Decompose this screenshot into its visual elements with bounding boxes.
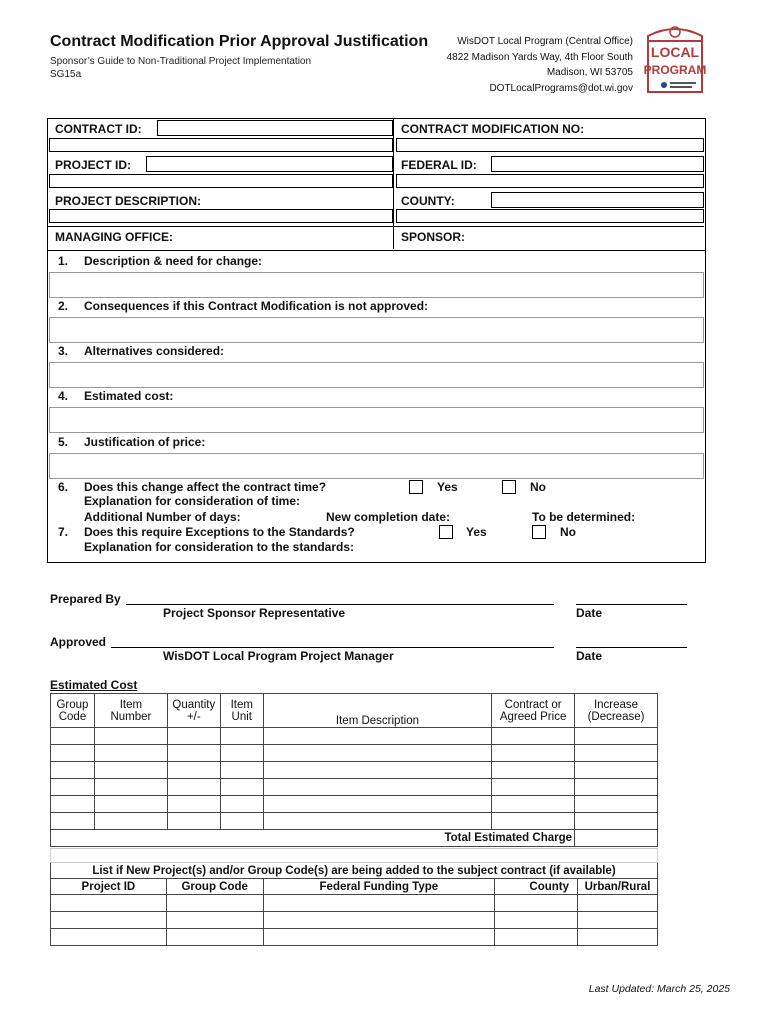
header-increase-decrease: Increase (Decrease) [575, 694, 658, 728]
table-row[interactable] [51, 813, 658, 830]
form-subtitle: Sponsor’s Guide to Non-Traditional Project Implementation [50, 56, 312, 67]
contract-mod-no-input[interactable] [396, 138, 704, 152]
address-line: Madison, WI 53705 [546, 67, 633, 78]
q6-yes-checkbox[interactable] [409, 480, 423, 494]
q2-answer[interactable] [49, 317, 704, 343]
cost-table-header [51, 694, 658, 728]
q7-number: 7. [58, 525, 69, 539]
header-county: County [495, 879, 578, 895]
q7-yes-checkbox[interactable] [439, 525, 453, 539]
header-item-description: Item Description [263, 694, 491, 728]
contract-mod-no-label: CONTRACT MODIFICATION NO: [401, 122, 585, 136]
q3-answer[interactable] [49, 362, 704, 388]
county-input-continued[interactable] [396, 209, 704, 223]
new-projects-table [50, 848, 658, 946]
address-line: WisDOT Local Program (Central Office) [457, 36, 633, 47]
logo-local-text: LOCAL [650, 44, 700, 60]
form-code: SG15a [50, 69, 82, 80]
table-row[interactable] [51, 796, 658, 813]
q6-explanation-label: Explanation for consideration of time: [84, 494, 301, 508]
q3-number: 3. [58, 344, 69, 358]
address-line: 4822 Madison Yards Way, 4th Floor South [446, 51, 633, 63]
total-estimated-charge-value[interactable] [575, 830, 658, 847]
sponsor-label: SPONSOR: [401, 230, 466, 244]
form-title: Contract Modification Prior Approval Justification [50, 33, 429, 50]
header-contract-price: Contract or Agreed Price [492, 694, 575, 728]
q6-no-checkbox[interactable] [502, 480, 516, 494]
q4-answer[interactable] [49, 407, 704, 433]
q2-number: 2. [58, 299, 69, 313]
q1-number: 1. [58, 254, 69, 268]
prepared-role-label: Project Sponsor Representative [163, 606, 346, 620]
q5-number: 5. [58, 435, 69, 449]
q3-label: Alternatives considered: [84, 344, 225, 358]
project-description-input[interactable] [49, 209, 393, 223]
new-projects-title: List if New Project(s) and/or Group Code(s) are being added to the subject contract (if available) [51, 863, 658, 879]
project-id-input[interactable] [146, 156, 393, 172]
approved-label: Approved [50, 635, 107, 649]
approved-signature-line[interactable] [111, 647, 554, 648]
table-row[interactable] [51, 728, 658, 745]
divider [393, 118, 394, 249]
table-row[interactable] [51, 779, 658, 796]
q4-number: 4. [58, 389, 69, 403]
contract-id-label: CONTRACT ID: [55, 122, 142, 136]
q6-number: 6. [58, 480, 69, 494]
divider [47, 226, 704, 227]
logo-program-text: PROGRAM [643, 63, 707, 77]
project-description-label: PROJECT DESCRIPTION: [55, 194, 202, 208]
total-estimated-charge-label: Total Estimated Charge [51, 830, 575, 847]
table-row[interactable] [51, 745, 658, 762]
q1-answer[interactable] [49, 272, 704, 298]
q7-label: Does this require Exceptions to the Standards? [84, 525, 355, 539]
q6-days-label: Additional Number of days: [84, 510, 241, 524]
county-label: COUNTY: [401, 194, 455, 208]
header-item-number: Item Number [94, 694, 167, 728]
prepared-by-signature-line[interactable] [126, 604, 554, 605]
table-row[interactable] [51, 895, 658, 912]
new-projects-header [51, 879, 658, 895]
q6-tbd-label: To be determined: [532, 510, 636, 524]
q5-answer[interactable] [49, 453, 704, 479]
prepared-date-line[interactable] [576, 604, 687, 605]
project-id-label: PROJECT ID: [55, 158, 132, 172]
q6-no-label: No [530, 480, 546, 494]
managing-office-label: MANAGING OFFICE: [55, 230, 173, 244]
approved-role-label: WisDOT Local Program Project Manager [163, 649, 394, 663]
q6-yes-label: Yes [437, 480, 458, 494]
q7-explanation-label: Explanation for consideration to the standards: [84, 540, 355, 554]
county-input[interactable] [491, 192, 704, 208]
q7-no-checkbox[interactable] [532, 525, 546, 539]
q1-label: Description & need for change: [84, 254, 263, 268]
q7-no-label: No [560, 525, 576, 539]
q6-completion-date-label: New completion date: [326, 510, 451, 524]
prepared-by-label: Prepared By [50, 592, 121, 606]
federal-id-label: FEDERAL ID: [401, 158, 477, 172]
header-group-code: Group Code [51, 694, 95, 728]
office-address [447, 34, 633, 96]
estimated-cost-table [50, 693, 658, 847]
header-project-id: Project ID [51, 879, 167, 895]
approved-date-line[interactable] [576, 647, 687, 648]
federal-id-input[interactable] [491, 156, 704, 172]
table-row[interactable] [51, 912, 658, 929]
federal-id-input-continued[interactable] [396, 174, 704, 188]
q6-label: Does this change affect the contract time? [84, 480, 327, 494]
total-row [51, 830, 658, 847]
header-quantity: Quantity +/- [167, 694, 220, 728]
project-id-input-continued[interactable] [49, 174, 393, 188]
table-row[interactable] [51, 929, 658, 946]
header-item-unit: Item Unit [220, 694, 263, 728]
q2-label: Consequences if this Contract Modification is not approved: [84, 299, 429, 313]
contract-id-input-continued[interactable] [49, 138, 393, 152]
q5-label: Justification of price: [84, 435, 206, 449]
q7-yes-label: Yes [466, 525, 487, 539]
header-group-code: Group Code [166, 879, 263, 895]
estimated-cost-title: Estimated Cost [50, 678, 138, 692]
q4-label: Estimated cost: [84, 389, 174, 403]
contract-id-input[interactable] [157, 120, 393, 136]
local-program-logo [642, 22, 708, 94]
prepared-date-label: Date [576, 606, 603, 620]
header-urban-rural: Urban/Rural [578, 879, 658, 895]
address-email: DOTLocalPrograms@dot.wi.gov [489, 82, 633, 94]
header-federal-funding-type: Federal Funding Type [263, 879, 494, 895]
table-row[interactable] [51, 762, 658, 779]
last-updated-footer: Last Updated: March 25, 2025 [588, 983, 730, 995]
approved-date-label: Date [576, 649, 603, 663]
